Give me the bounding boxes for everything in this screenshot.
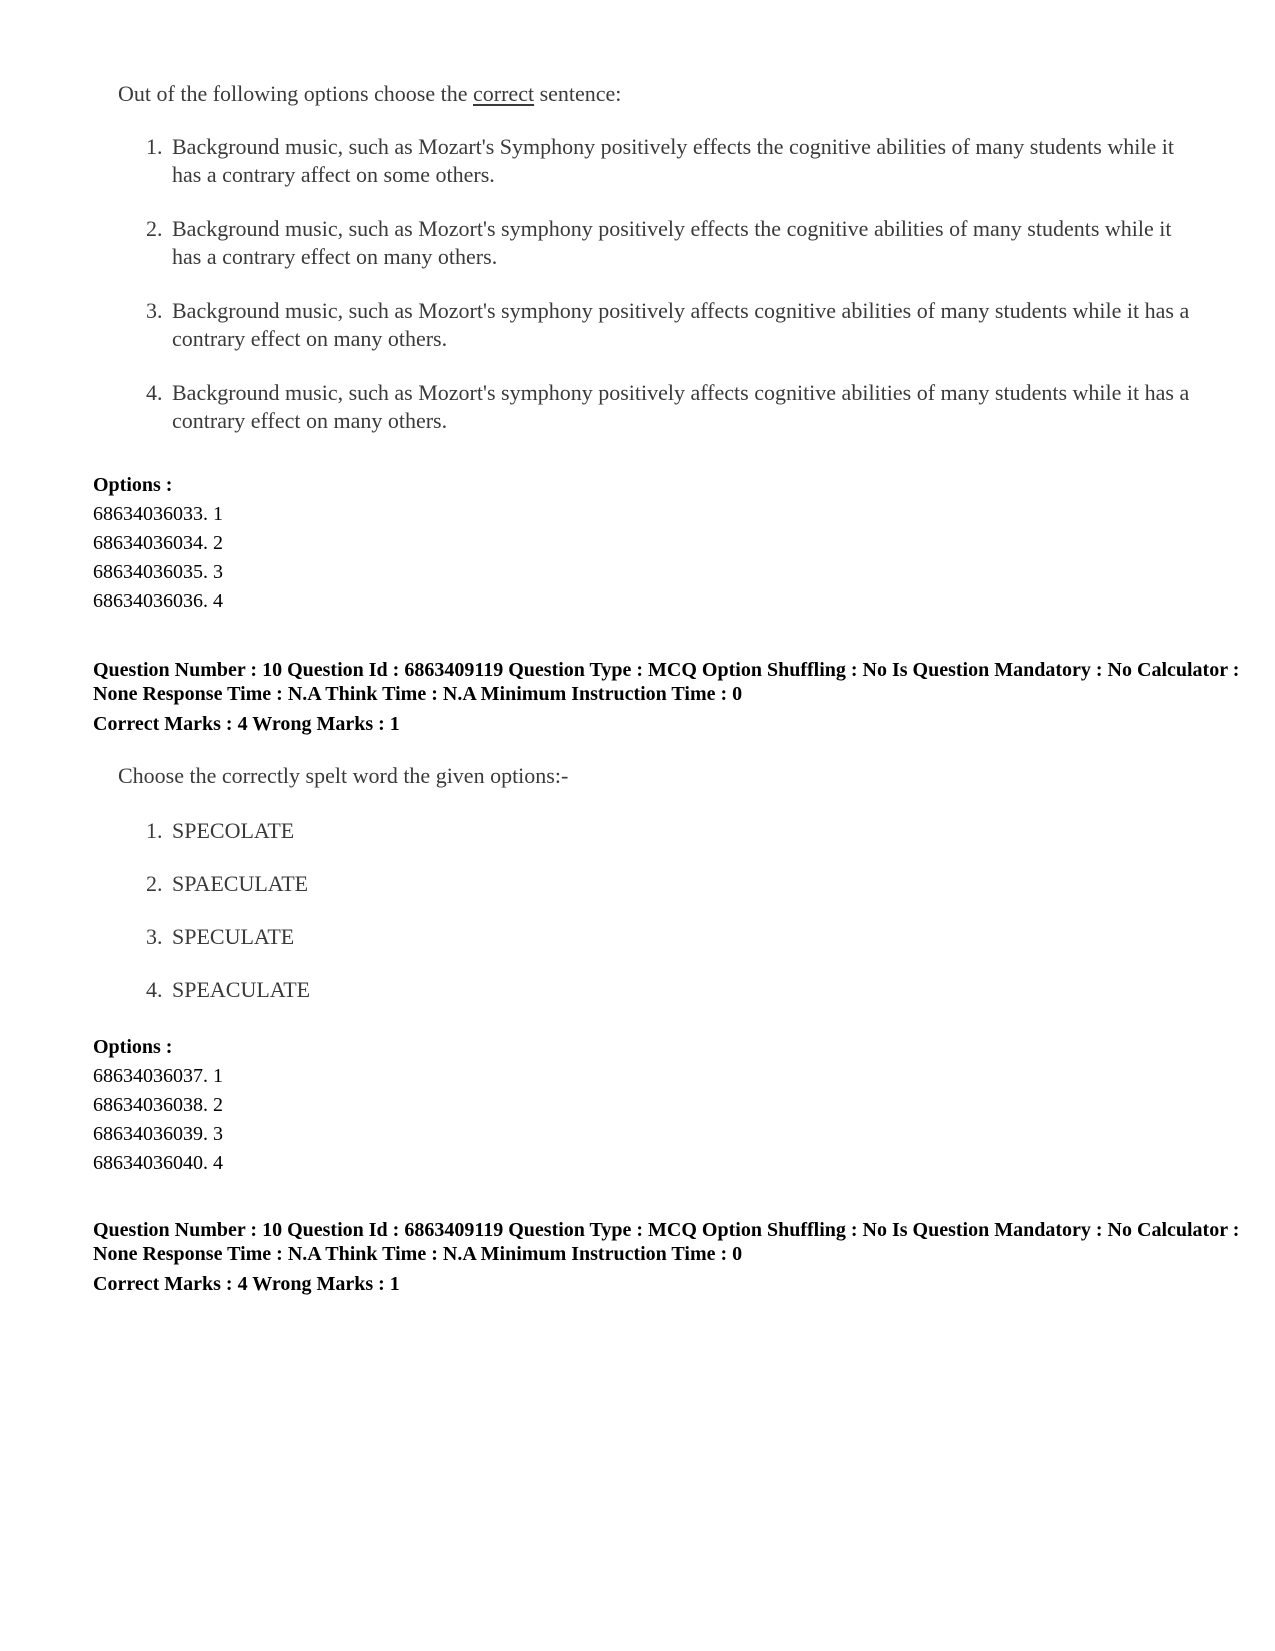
answer-list-1	[118, 133, 1198, 435]
answer-item	[118, 133, 1198, 189]
answer-number: 4.	[146, 977, 163, 1002]
answer-number: 1.	[146, 818, 163, 843]
option-item: 68634036039. 3	[93, 1123, 223, 1145]
prompt-text-start: Out of the following options choose the	[118, 81, 474, 106]
answer-text: Background music, such as Mozort's symphony positively affects cognitive abilities of many students while it has a contrary effect on many others.	[172, 298, 1190, 351]
answer-number: 3.	[146, 298, 163, 323]
answer-text: Background music, such as Mozart's Symphony positively effects the cognitive abilities of many students while it has a contrary affect on some others.	[172, 134, 1174, 187]
question-meta-details: Question Number : 10 Question Id : 6863409119 Question Type : MCQ Option Shuffling : No Is Question Mandatory : No Calculator : None Response Time : N.A Think Time : N.A Minimum Instruction Time : 0	[93, 659, 1240, 705]
options-label: Options :	[93, 474, 173, 496]
answer-text: SPECOLATE	[172, 818, 295, 843]
answer-number: 2.	[146, 216, 163, 241]
prompt-underlined-word: correct	[473, 81, 535, 106]
options-block-1	[93, 471, 223, 616]
answer-item	[118, 817, 818, 845]
answer-item	[118, 870, 818, 898]
answer-number: 3.	[146, 924, 163, 949]
options-block-2	[93, 1033, 223, 1178]
question-meta-details: Question Number : 10 Question Id : 6863409119 Question Type : MCQ Option Shuffling : No Is Question Mandatory : No Calculator : None Response Time : N.A Think Time : N.A Minimum Instruction Time : 0	[93, 1219, 1240, 1265]
answer-item	[118, 379, 1198, 435]
answer-item	[118, 215, 1198, 271]
option-item: 68634036033. 1	[93, 503, 223, 525]
option-item: 68634036038. 2	[93, 1094, 223, 1116]
answer-list-2	[118, 817, 818, 1004]
options-label: Options :	[93, 1036, 173, 1058]
option-item: 68634036034. 2	[93, 532, 223, 554]
question-meta-2	[93, 1218, 1243, 1296]
answer-text: SPEACULATE	[172, 977, 311, 1002]
option-item: 68634036036. 4	[93, 590, 223, 612]
answer-item	[118, 297, 1198, 353]
question-image-1	[118, 80, 1198, 435]
answer-item	[118, 976, 818, 1004]
question-meta-1	[93, 658, 1243, 736]
prompt-text-end: sentence:	[534, 81, 622, 106]
answer-text: Background music, such as Mozort's symphony positively effects the cognitive abilities of many students while it has a contrary effect on many others.	[172, 216, 1172, 269]
answer-text: Background music, such as Mozort's symphony positively affects cognitive abilities of many students while it has a contrary effect on many others.	[172, 380, 1190, 433]
answer-text: SPECULATE	[172, 924, 295, 949]
option-item: 68634036037. 1	[93, 1065, 223, 1087]
option-item: 68634036035. 3	[93, 561, 223, 583]
question-prompt-1	[118, 80, 1198, 108]
question-prompt-2: Choose the correctly spelt word the given options:-	[118, 763, 569, 788]
answer-number: 4.	[146, 380, 163, 405]
answer-text: SPAECULATE	[172, 871, 309, 896]
option-item: 68634036040. 4	[93, 1152, 223, 1174]
question-marks: Correct Marks : 4 Wrong Marks : 1	[93, 713, 400, 735]
question-marks: Correct Marks : 4 Wrong Marks : 1	[93, 1273, 400, 1295]
answer-item	[118, 923, 818, 951]
answer-number: 1.	[146, 134, 163, 159]
question-image-2	[118, 762, 818, 1004]
answer-number: 2.	[146, 871, 163, 896]
